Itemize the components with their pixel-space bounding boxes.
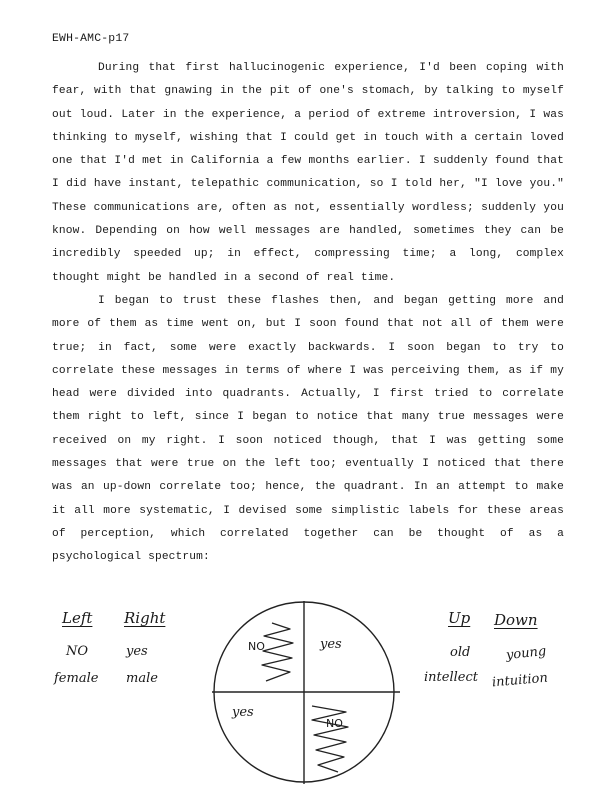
quadrant-lower-right-label: NO: [326, 717, 343, 730]
paragraph-2: I began to trust these flashes then, and began getting more and more of them as time went on, but I soon found that not all of them were true; in fact, some were exactly backwards. I soon began to try to correlate these messages in terms of where I was perceiving them, as if my head were divided into quadrants. Actually, I first tried to correlate them right to left, since I began to notice that many true messages were received on my right. I soon noticed though, that I was getting some messages that were true on the left too; eventually I noticed that there was an up-down correlate too; hence, the quadrant. In an attempt to make it all more systematic, I devised some simplistic labels for these areas of perception, which correlated together can be thought of as a psychological spectrum:: [52, 294, 564, 564]
right-item-yes: yes: [126, 644, 148, 659]
down-item-intuition: intuition: [491, 670, 549, 691]
left-item-no: NO: [66, 644, 89, 659]
down-item-young: young: [505, 643, 547, 664]
quadrant-upper-left-label: NO: [248, 640, 265, 653]
upper-left-zigzag: [262, 623, 293, 681]
lower-right-zigzag: [312, 706, 348, 772]
paragraph-1: During that first hallucinogenic experience, I'd been coping with fear, with that gnawing in the pit of one's stomach, by talking to myself out loud. Later in the experience, a period of extreme introversion, I was thinking to myself, wishing that I could get in touch with a certain loved one that I'd met in California a few months earlier. I suddenly found that I did have instant, telepathic communication, so I told her, "I love you." These communications are, often as not, essentially wordless; suddenly you know. Depending on how well messages are handled, sometimes they can be incredibly speeded up; in effect, compressing time; a long, complex thought might be handled in a second of real time.: [52, 62, 564, 284]
up-item-intellect: intellect: [424, 670, 478, 685]
up-item-old: old: [450, 645, 471, 660]
left-item-female: female: [54, 671, 99, 686]
right-item-male: male: [126, 671, 158, 686]
right-heading: Right: [124, 609, 166, 627]
quadrant-upper-right-label: yes: [320, 637, 342, 652]
down-heading: Down: [494, 611, 538, 629]
page-header: EWH-AMC-p17: [52, 33, 130, 45]
up-heading: Up: [448, 609, 471, 627]
quadrant-lower-left-label: yes: [232, 705, 254, 720]
left-heading: Left: [62, 609, 93, 627]
